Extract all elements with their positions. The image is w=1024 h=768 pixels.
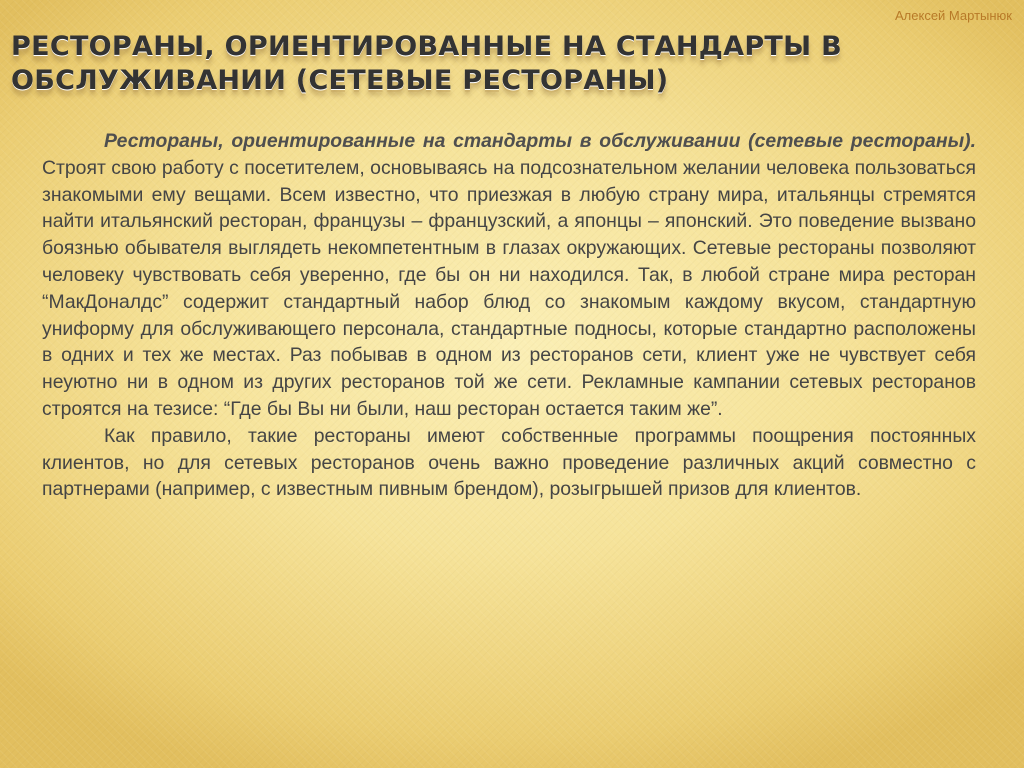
paragraph-2: Как правило, такие рестораны имеют собственные программы поощрения постоянных клиентов, но для сетевых ресторанов очень важно проведение различных акций совместно с партнерами (например, с известным пивным брендом), розыгрышей призов для клиентов. [42, 424, 976, 501]
paragraph-1 [42, 128, 976, 423]
slide-title-line-2: ОБСЛУЖИВАНИИ (СЕТЕВЫЕ РЕСТОРАНЫ) [11, 65, 669, 96]
slide-body [42, 128, 976, 503]
author-name: Алексей Мартынюк [895, 8, 1012, 23]
paragraph-1-text: Строят свою работу с посетителем, основываясь на подсознательном желании человека пользоваться знакомыми ему вещами. Всем известно, что приезжая в любую страну мира, итальянцы стремятся найти итальянский ресторан, французы – французский, а японцы – японский. Это поведение вызвано боязнью обывателя выглядеть некомпетентным в глазах окружающих. Сетевые рестораны позволяют человеку чувствовать себя уверенно, где бы он ни находился. Так, в любой стране мира ресторан “МакДоналдс” содержит стандартный набор блюд со знакомым каждому вкусом, стандартную униформу для обслуживающего персонала, стандартные подносы, которые стандартно расположены в одних и тех же местах. Раз побывав в одном из ресторанов сети, клиент уже не чувствует себя неуютно ни в одном из других ресторанов той же сети. Рекламные кампании сетевых ресторанов строятся на тезисе: “Где бы Вы ни были, наш ресторан остается таким же”. [42, 156, 976, 420]
slide-title [11, 30, 1011, 98]
paragraph-1-lead: Рестораны, ориентированные на стандарты в обслуживании (сетевые рестораны). [104, 130, 976, 152]
slide-title-line-1: РЕСТОРАНЫ, ОРИЕНТИРОВАННЫЕ НА СТАНДАРТЫ В [11, 31, 842, 62]
